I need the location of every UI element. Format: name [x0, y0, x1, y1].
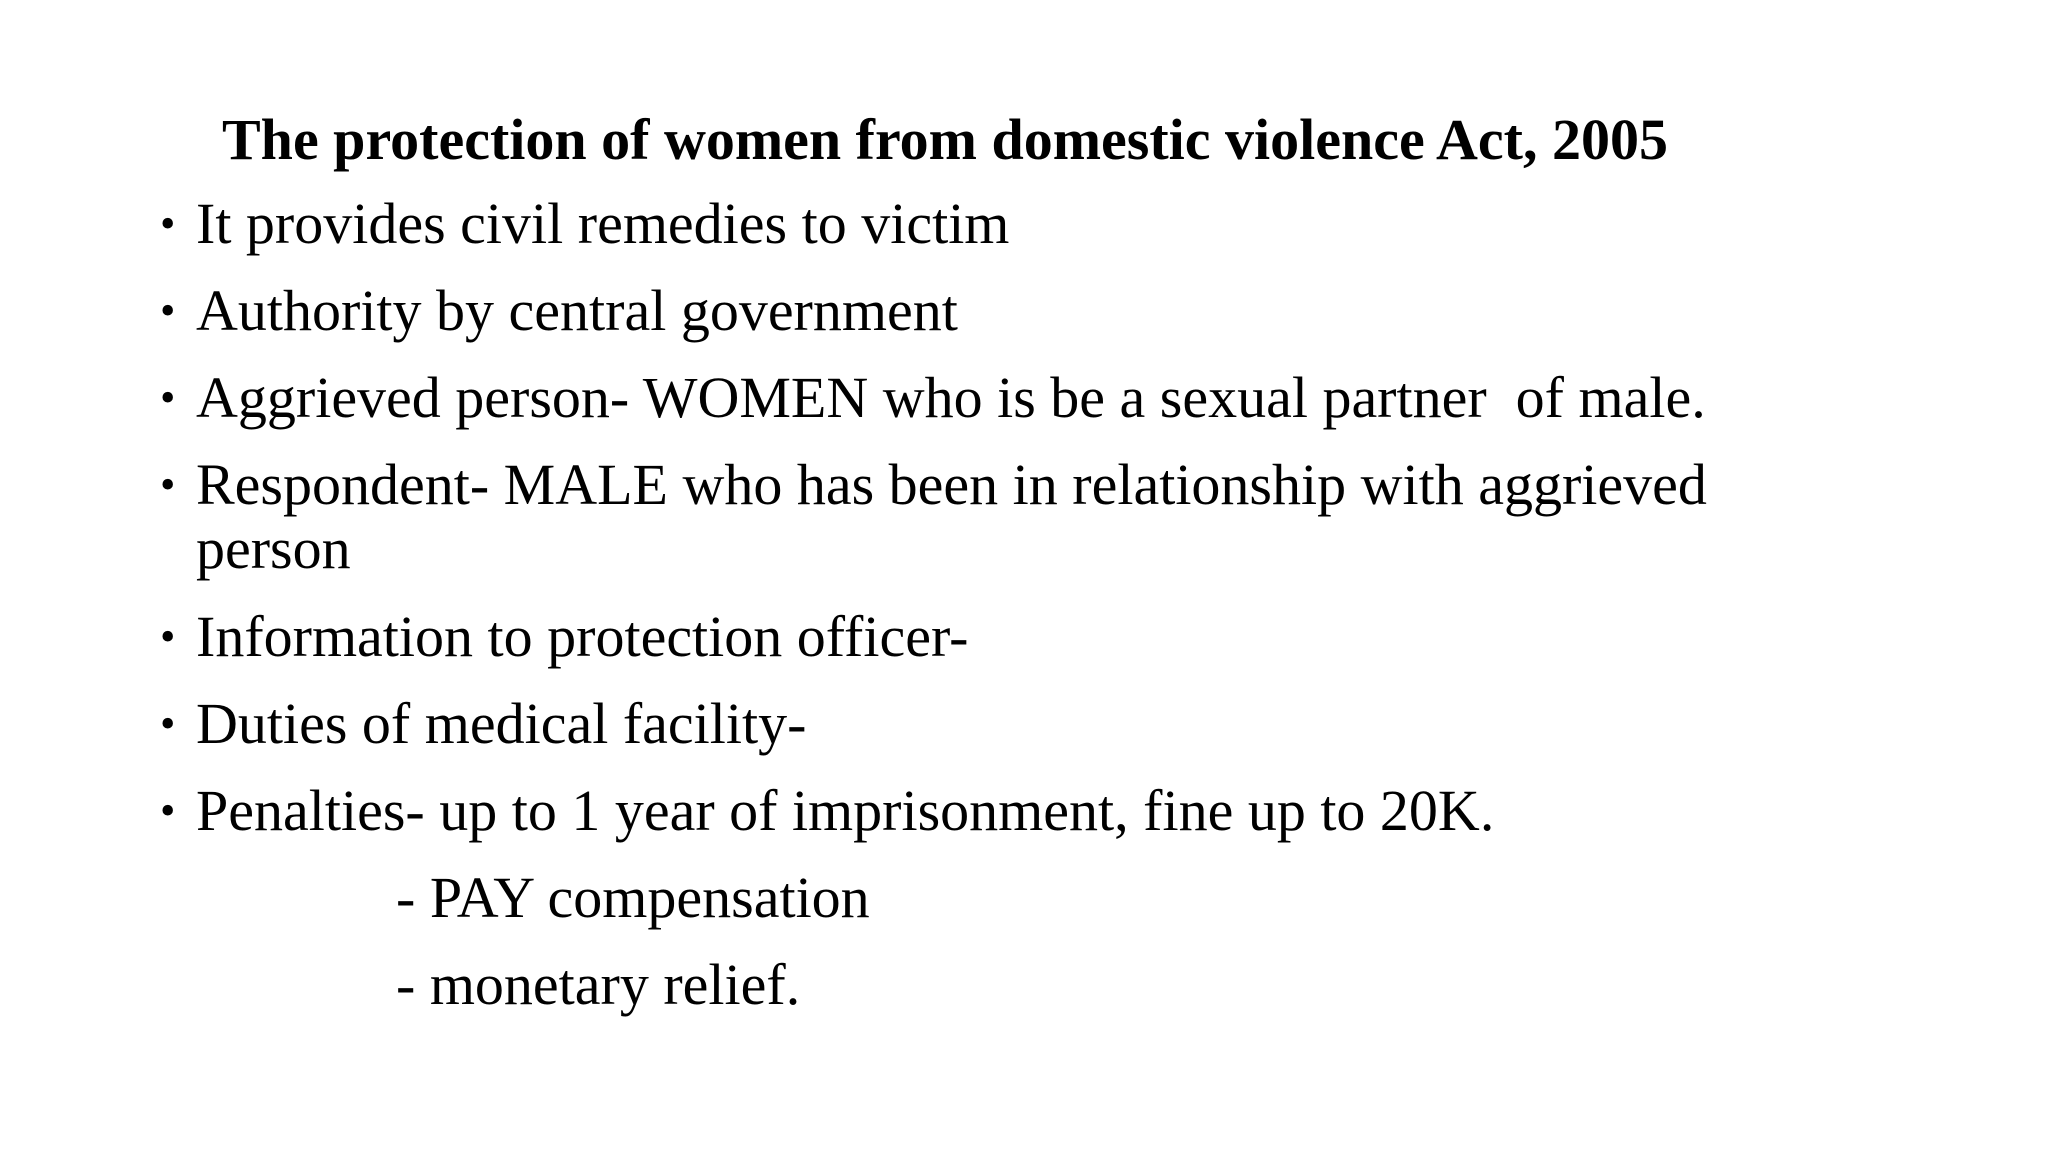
bullet-dot-icon: •: [160, 699, 176, 748]
bullet-text: Aggrieved person- WOMEN who is be a sexual partner of male.: [196, 365, 1706, 430]
bullet-text: Duties of medical facility-: [196, 691, 807, 756]
bullet-dot-icon: •: [160, 373, 176, 422]
bullet-dot-icon: •: [160, 612, 176, 661]
bullet-dot-icon: •: [160, 286, 176, 335]
bullet-dot-icon: •: [160, 199, 176, 248]
sub-item-pay-compensation: - PAY compensation: [396, 865, 870, 930]
bullet-text: Authority by central government: [196, 278, 958, 343]
bullet-text: It provides civil remedies to victim: [196, 191, 1010, 256]
bullet-dot-icon: •: [160, 786, 176, 835]
bullet-text: Information to protection officer-: [196, 604, 969, 669]
bullet-text: Penalties- up to 1 year of imprisonment, fine up to 20K.: [196, 778, 1495, 843]
bullet-text: Respondent- MALE who has been in relationship with aggrieved person: [196, 452, 1707, 581]
sub-item-monetary-relief: - monetary relief.: [396, 952, 801, 1017]
slide-title: The protection of women from domestic violence Act, 2005: [222, 107, 1668, 172]
bullet-dot-icon: •: [160, 460, 176, 509]
